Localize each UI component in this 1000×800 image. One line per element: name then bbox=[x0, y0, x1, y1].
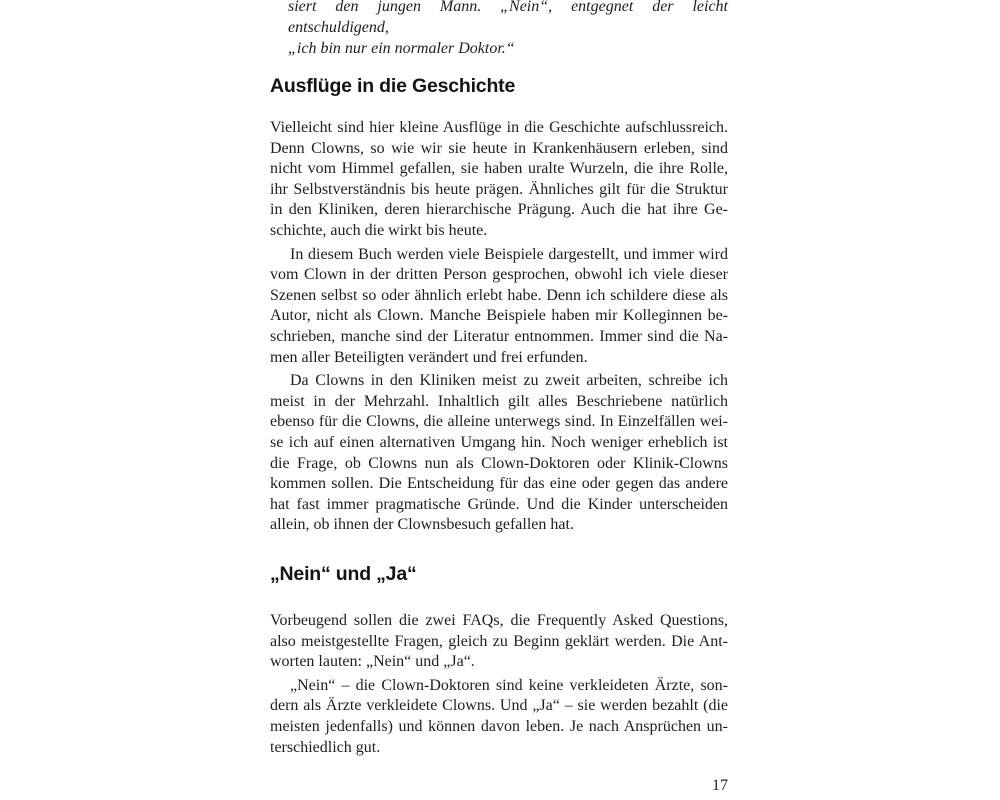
paragraph bbox=[270, 676, 728, 758]
text-line: meist in der Mehrzahl. Inhaltlich gilt alles Beschriebene natürlich bbox=[270, 392, 728, 410]
text-line: Autor, nicht als Clown. Manche Beispiele haben mir Kolleginnen be- bbox=[270, 307, 728, 325]
paragraph bbox=[288, 0, 728, 59]
text-line: also meistgestellte Fragen, gleich zu Beginn geklärt werden. Die Ant- bbox=[270, 632, 728, 650]
section-heading-history: Ausflüge in die Geschichte bbox=[270, 75, 516, 97]
text-line: terschiedlich gut. bbox=[270, 738, 381, 756]
text-line: Szenen selbst so oder ähnlich erlebt habe. Denn ich schildere diese als bbox=[270, 286, 728, 304]
text-line: ihr Selbstverständnis bis heute prägen. Ähnliches gilt für die Struktur bbox=[270, 180, 728, 198]
text-line: ebenso für die Clowns, die alleine unterwegs sind. In Einzelfällen wei- bbox=[270, 413, 728, 431]
paragraph bbox=[270, 245, 728, 369]
text-line: dern als Ärzte verkleidete Clowns. Und „Ja“ – sie werden bezahlt (die bbox=[270, 697, 728, 715]
page-number: 17 bbox=[712, 777, 728, 794]
section-heading-nein-ja: „Nein“ und „Ja“ bbox=[270, 563, 417, 585]
text-line: schichte, auch die wirkt bis heute. bbox=[270, 221, 488, 239]
text-line: In diesem Buch werden viele Beispiele dargestellt, und immer wird bbox=[290, 245, 728, 263]
text-line: „ich bin nur ein normaler Doktor.“ bbox=[288, 40, 515, 57]
text-line: siert den jungen Mann. „Nein“, entgegnet der leicht entschuldigend, bbox=[288, 0, 728, 36]
text-line: Denn Clowns, so wie wir sie heute in Krankenhäusern erleben, sind bbox=[270, 139, 728, 157]
text-line: Vielleicht sind hier kleine Ausflüge in die Geschichte aufschlussreich. bbox=[270, 119, 728, 136]
text-line: worten lauten: „Nein“ und „Ja“. bbox=[270, 653, 475, 671]
text-line: kommen sollen. Die Entscheidung für das eine oder gegen das andere bbox=[270, 475, 728, 493]
section-body-history bbox=[270, 118, 728, 536]
text-line: nicht vom Himmel gefallen, sie haben uralte Wurzeln, die ihre Rolle, bbox=[270, 160, 728, 178]
text-line: hat fast immer pragmatische Gründe. Und die Kinder unterscheiden bbox=[270, 495, 728, 513]
text-line: allein, ob ihnen der Clownsbesuch gefallen hat. bbox=[270, 516, 574, 534]
text-line: meisten jedenfalls) und können davon leben. Je nach Ansprüchen un- bbox=[270, 717, 728, 735]
text-line: vom Clown in der dritten Person gesprochen, obwohl ich viele dieser bbox=[270, 266, 728, 284]
text-line: die Frage, ob Clowns nun als Clown-Doktoren oder Klinik-Clowns bbox=[270, 454, 728, 472]
text-line: men aller Beteiligten verändert und frei erfunden. bbox=[270, 348, 588, 366]
text-line: „Nein“ – die Clown-Doktoren sind keine verkleideten Ärzte, son- bbox=[290, 676, 728, 694]
paragraph bbox=[270, 371, 728, 536]
text-line: Da Clowns in den Kliniken meist zu zweit arbeiten, schreibe ich bbox=[290, 372, 728, 390]
paragraph bbox=[270, 118, 728, 242]
paragraph bbox=[270, 611, 728, 673]
continuation-quote bbox=[288, 0, 728, 59]
section-body-nein-ja bbox=[270, 611, 728, 758]
text-line: in den Kliniken, deren hierarchische Prägung. Auch die hat ihre Ge- bbox=[270, 201, 728, 219]
text-line: Vorbeugend sollen die zwei FAQs, die Frequently Asked Questions, bbox=[270, 612, 728, 629]
text-line: se ich auf einen alternativen Umgang hin. Noch weniger erheblich ist bbox=[270, 433, 728, 451]
text-line: schrieben, manche sind der Literatur entnommen. Immer sind die Na- bbox=[270, 327, 728, 345]
